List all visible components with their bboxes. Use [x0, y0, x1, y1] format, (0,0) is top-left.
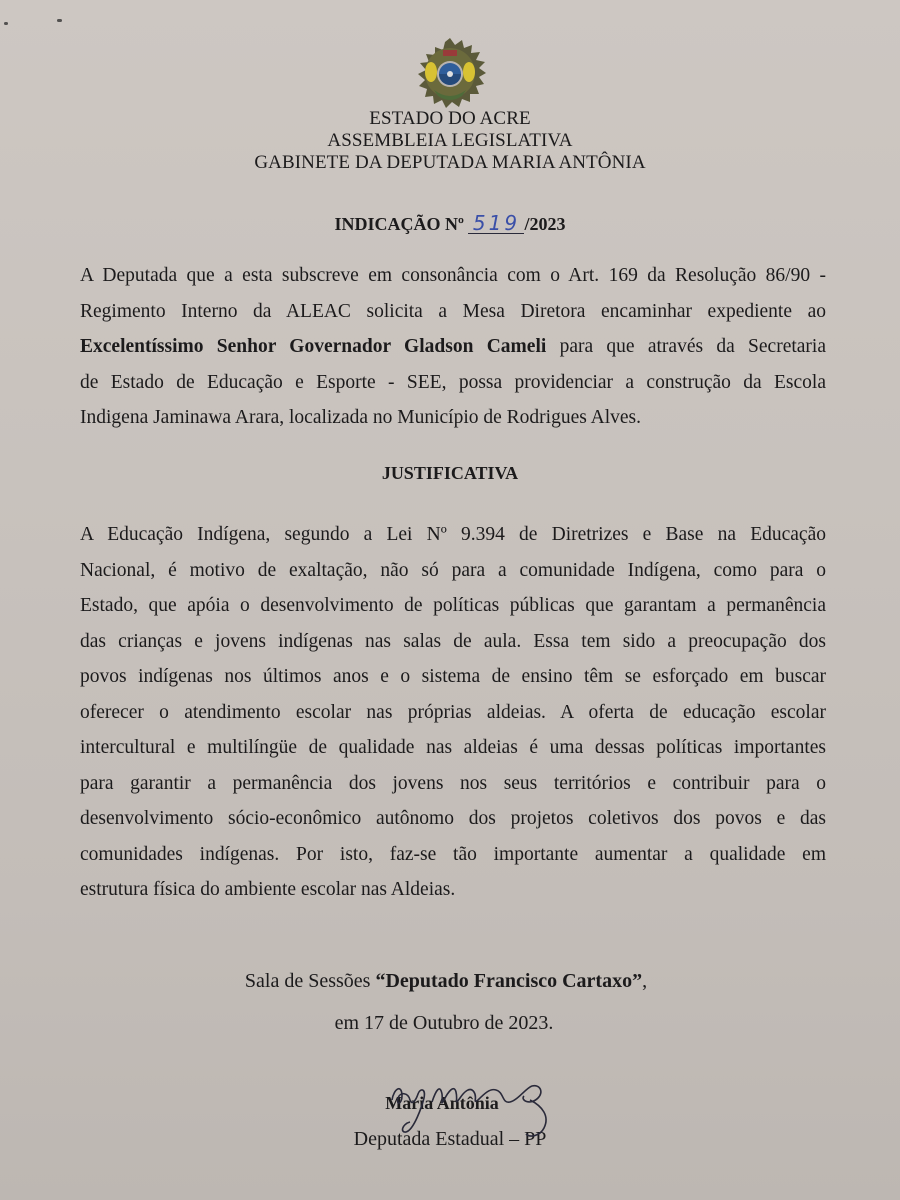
justification-line: povos indígenas nos últimos anos e o sistema de ensino têm se esforçado em buscar: [80, 666, 826, 687]
letterhead-office: GABINETE DA DEPUTADA MARIA ANTÔNIA: [254, 152, 646, 173]
paper-speck: [4, 22, 8, 25]
session-room: Sala de Sessões “Deputado Francisco Cartaxo”,: [244, 970, 648, 992]
coat-of-arms-icon: [406, 36, 494, 114]
request-line: Indigena Jaminawa Arara, localizada no Município de Rodrigues Alves.: [80, 407, 642, 428]
signatory-role: Deputada Estadual – PP: [353, 1128, 547, 1150]
justification-heading: JUSTIFICATIVA: [381, 463, 519, 483]
signatory-name: Maria Antônia: [385, 1093, 499, 1113]
title-prefix: INDICAÇÃO Nº: [334, 214, 469, 234]
justification-line: Nacional, é motivo de exaltação, não só para a comunidade Indígena, como para o: [80, 559, 826, 581]
justification-line: desenvolvimento sócio-econômico autônomo dos projetos coletivos dos povos e das: [80, 808, 826, 829]
signature-block: [0, 1090, 900, 1154]
title-year: /2023: [524, 214, 566, 234]
letterhead-state: ESTADO DO ACRE: [369, 108, 531, 129]
justification-line: Estado, que apóia o desenvolvimento de políticas públicas que garantam a permanência: [80, 595, 826, 616]
letterhead: [0, 108, 900, 174]
letterhead-assembly: ASSEMBLEIA LEGISLATIVA: [327, 130, 573, 151]
closing-block: [0, 960, 900, 1044]
addressee: Excelentíssimo Senhor Governador Gladson Cameli: [80, 336, 547, 357]
justification-line: intercultural e multilíngüe de qualidade nas aldeias é uma dessas políticas importantes: [80, 737, 826, 758]
justification-line: A Educação Indígena, segundo a Lei Nº 9.394 de Diretrizes e Base na Educação: [80, 524, 826, 545]
session-room-name: “Deputado Francisco Cartaxo”: [375, 970, 643, 992]
paper-speck: [57, 19, 62, 22]
document-date: em 17 de Outubro de 2023.: [334, 1012, 554, 1034]
justification-line: estrutura física do ambiente escolar nas Aldeias.: [80, 879, 456, 900]
justification-line: para garantir a permanência dos jovens nos seus territórios e contribuir para o: [80, 772, 826, 794]
justification-line: oferecer o atendimento escolar nas próprias aldeias. A oferta de educação escolar: [80, 701, 826, 723]
request-line: A Deputada que a esta subscreve em consonância com o Art. 169 da Resolução 86/90 -: [80, 265, 826, 286]
handwritten-number: 519: [468, 213, 524, 234]
justification-line: comunidades indígenas. Por isto, faz-se tão importante aumentar a qualidade em: [80, 843, 826, 865]
request-line-addressee: Excelentíssimo Senhor Governador Gladson Cameli para que através da Secretaria: [80, 336, 826, 357]
document-title: [0, 213, 900, 235]
request-line: Regimento Interno da ALEAC solicita a Mesa Diretora encaminhar expediente ao: [80, 300, 826, 322]
request-line: de Estado de Educação e Esporte - SEE, possa providenciar a construção da Escola: [80, 371, 826, 393]
justification-paragraph: [80, 517, 826, 908]
request-paragraph: [80, 258, 826, 436]
justification-line: das crianças e jovens indígenas nas salas de aula. Essa tem sido a preocupação dos: [80, 630, 826, 652]
